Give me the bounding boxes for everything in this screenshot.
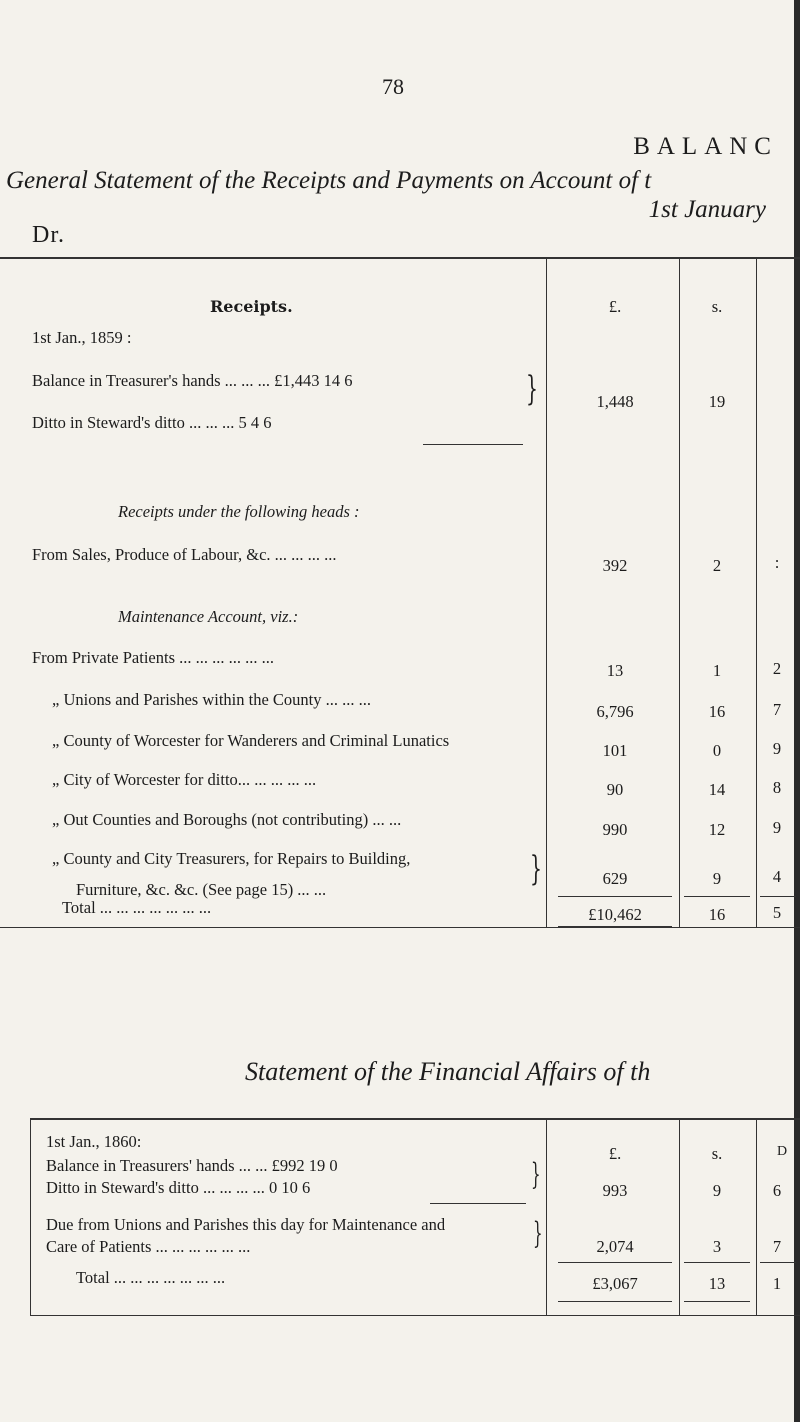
private-patients-pounds: 13 <box>606 661 624 680</box>
row-unions-parishes: „ Unions and Parishes within the County ... ... ... <box>52 690 371 709</box>
fin-balance-pence: 6 <box>772 1181 782 1200</box>
total-rule-shillings <box>684 896 750 897</box>
maintenance-subheading: Maintenance Account, viz.: <box>118 607 299 626</box>
repairs-pounds: 629 <box>602 869 628 888</box>
fin-total-shillings: 13 <box>708 1274 726 1293</box>
repairs-shillings: 9 <box>712 869 722 888</box>
shillings-col-header: s. <box>711 297 723 316</box>
fin-date: 1st Jan., 1860: <box>46 1132 142 1151</box>
fin-ditto-steward-line: Ditto in Steward's ditto ... ... ... ... 0 10 6 <box>46 1178 311 1197</box>
fin-table-bottom-rule <box>30 1315 800 1316</box>
statement-title: General Statement of the Receipts and Payments on Account of t <box>6 167 652 194</box>
total-label: Total ... ... ... ... ... ... ... <box>62 898 212 917</box>
row-private-patients: From Private Patients ... ... ... ... ... ... <box>32 648 274 667</box>
total-pence: 5 <box>772 903 782 922</box>
fin-balance-pounds: 993 <box>602 1181 628 1200</box>
row-city-worcester: „ City of Worcester for ditto... ... ... ... ... <box>52 770 317 789</box>
col-divider-pounds <box>546 258 547 928</box>
total-shillings: 16 <box>708 905 726 924</box>
fin-left-border <box>30 1119 31 1316</box>
balance-heading: BALANC <box>633 133 778 160</box>
city-worcester-pounds: 90 <box>606 780 624 799</box>
fin-total-underline-pounds <box>558 1301 672 1302</box>
row-county-worcester: „ County of Worcester for Wanderers and Criminal Lunatics <box>52 731 450 750</box>
fin-col-divider-shillings <box>679 1119 680 1316</box>
fin-total-pence: 1 <box>772 1274 782 1293</box>
fin-due-pence: 7 <box>772 1237 782 1256</box>
repairs-pence: 4 <box>772 867 782 886</box>
fin-pence-col-header: D <box>776 1144 788 1159</box>
col-divider-shillings <box>679 258 680 928</box>
private-patients-pence: 2 <box>772 659 782 678</box>
col-divider-pence <box>756 258 757 928</box>
pounds-col-header: £. <box>608 297 622 316</box>
sales-pence: : <box>774 553 780 572</box>
subtotal-rule <box>423 444 523 445</box>
total-pounds: £10,462 <box>588 905 642 924</box>
fin-total-label: Total ... ... ... ... ... ... ... <box>76 1268 226 1287</box>
fin-due-shillings: 3 <box>712 1237 722 1256</box>
fin-shillings-col-header: s. <box>711 1144 723 1163</box>
total-underline-pounds <box>558 926 672 927</box>
out-counties-shillings: 12 <box>708 820 726 839</box>
out-counties-pounds: 990 <box>602 820 628 839</box>
fin-total-rule-pence <box>760 1262 796 1263</box>
fin-balance-treasurers-line: Balance in Treasurers' hands ... ... £992 19 0 <box>46 1156 338 1175</box>
bracket: } <box>531 1157 541 1192</box>
fin-total-pounds: £3,067 <box>592 1274 638 1293</box>
receipts-heading: Receipts. <box>210 297 293 316</box>
receipts-subheading: Receipts under the following heads : <box>118 502 360 521</box>
unions-pence: 7 <box>772 700 782 719</box>
fin-due-line1: Due from Unions and Parishes this day for Maintenance and <box>46 1215 446 1234</box>
fin-total-rule-shillings <box>684 1262 750 1263</box>
sales-pounds: 392 <box>602 556 628 575</box>
opening-date: 1st Jan., 1859 : <box>32 328 132 347</box>
unions-pounds: 6,796 <box>596 702 634 721</box>
debit-label: Dr. <box>32 222 65 248</box>
unions-shillings: 16 <box>708 702 726 721</box>
balance-total-pounds: 1,448 <box>596 392 634 411</box>
sales-shillings: 2 <box>712 556 722 575</box>
ditto-steward-line: Ditto in Steward's ditto ... ... ... 5 4 6 <box>32 413 272 432</box>
total-rule-pence <box>760 896 796 897</box>
city-worcester-shillings: 14 <box>708 780 726 799</box>
fin-col-divider-pounds <box>546 1119 547 1316</box>
total-rule-pounds <box>558 896 672 897</box>
fin-due-line2: Care of Patients ... ... ... ... ... ... <box>46 1237 251 1256</box>
sales-line: From Sales, Produce of Labour, &c. ... ... ... ... <box>32 545 337 564</box>
balance-total-shillings: 19 <box>708 392 726 411</box>
bracket: } <box>533 1216 543 1251</box>
balance-treasurer-line: Balance in Treasurer's hands ... ... ... £1,443 14 6 <box>32 371 353 390</box>
private-patients-shillings: 1 <box>712 661 722 680</box>
county-worcester-pence: 9 <box>772 739 782 758</box>
city-worcester-pence: 8 <box>772 778 782 797</box>
page-edge-shadow <box>794 0 800 1422</box>
fin-col-divider-pence <box>756 1119 757 1316</box>
page-number: 78 <box>382 74 404 99</box>
fin-total-rule-pounds <box>558 1262 672 1263</box>
county-worcester-pounds: 101 <box>602 741 628 760</box>
row-out-counties: „ Out Counties and Boroughs (not contributing) ... ... <box>52 810 402 829</box>
county-worcester-shillings: 0 <box>712 741 722 760</box>
fin-total-underline-shillings <box>684 1301 750 1302</box>
fin-subtotal-rule <box>430 1203 526 1204</box>
financial-affairs-title: Statement of the Financial Affairs of th <box>245 1057 651 1086</box>
bracket: } <box>530 849 542 889</box>
period-date: 1st January <box>648 196 766 223</box>
fin-due-pounds: 2,074 <box>596 1237 634 1256</box>
row-repairs-line2: Furniture, &c. &c. (See page 15) ... ... <box>76 880 327 899</box>
fin-table-top-rule <box>30 1118 800 1120</box>
bracket: } <box>526 369 538 409</box>
table-top-rule <box>0 257 800 259</box>
row-repairs-line1: „ County and City Treasurers, for Repairs to Building, <box>52 849 411 868</box>
fin-balance-shillings: 9 <box>712 1181 722 1200</box>
out-counties-pence: 9 <box>772 818 782 837</box>
fin-pounds-col-header: £. <box>608 1144 622 1163</box>
table-bottom-rule <box>0 927 800 928</box>
